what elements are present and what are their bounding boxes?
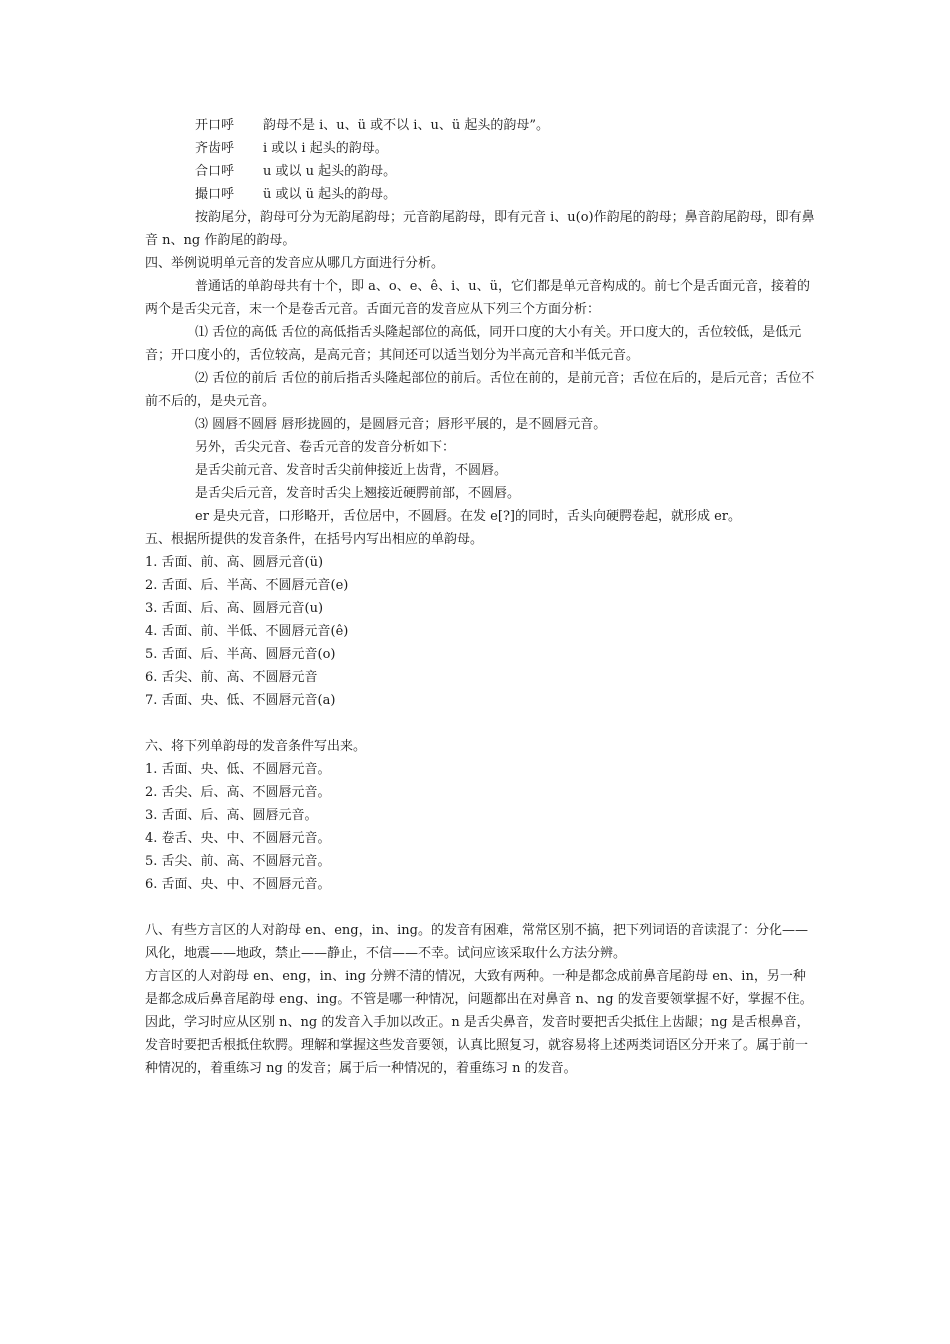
list-item: 3. 舌面、后、高、圆唇元音。	[145, 808, 318, 823]
section4-heading: 四、举例说明单元音的发音应从哪几方面进行分析。	[145, 256, 445, 271]
section4-point1: ⑴ 舌位的高低 舌位的高低指舌头隆起部位的高低，同开口度的大小有关。开口度大的，舌位较低，是低元音；开口度小的，舌位较高，是高元音；其间还可以适当划分为半高元音和半低元音。	[145, 325, 802, 363]
cuokou-text: ü 或以 ü 起头的韵母。	[263, 187, 397, 202]
section6-heading: 六、将下列单韵母的发音条件写出来。	[145, 739, 367, 754]
list-item: 4. 卷舌、央、中、不圆唇元音。	[145, 831, 331, 846]
section5-list	[145, 551, 815, 712]
qichi-label: 齐齿呼	[195, 141, 235, 156]
list-item: 2. 舌面、后、半高、不圆唇元音(e)	[145, 578, 349, 593]
list-item: 3. 舌面、后、高、圆唇元音(u)	[145, 601, 324, 616]
section8-heading: 八、有些方言区的人对韵母 en、eng，in、ing。的发音有困难，常常区别不搞，把下列词语的音读混了：分化——风化，地震——地政，禁止——静止，不信——不幸。试问应该采取什么方法分辨。	[145, 923, 808, 961]
hekou-label: 合口呼	[195, 164, 235, 179]
hekou-line	[145, 160, 815, 183]
section4-point2: ⑵ 舌位的前后 舌位的前后指舌头隆起部位的前后。舌位在前的，是前元音；舌位在后的，是后元音；舌位不前不后的，是央元音。	[145, 371, 815, 409]
list-item: 4. 舌面、前、半低、不圆唇元音(ê)	[145, 624, 349, 639]
kaikou-text: 韵母不是 i、u、ü 或不以 i、u、ü 起头的韵母”。	[263, 118, 549, 133]
hekou-text: u 或以 u 起头的韵母。	[263, 164, 397, 179]
kaikou-line	[145, 114, 815, 137]
list-item: 7. 舌面、央、低、不圆唇元音(a)	[145, 693, 336, 708]
list-item: 2. 舌尖、后、高、不圆唇元音。	[145, 785, 331, 800]
kaikou-label: 开口呼	[195, 118, 235, 133]
cuokou-line	[145, 183, 815, 206]
section8-answer: 方言区的人对韵母 en、eng，in、ing 分辨不清的情况，大致有两种。一种是都念成前鼻音尾韵母 en、in，另一种是都念成后鼻音尾韵母 eng、ing。不管是哪一种情况，问题都出在对鼻音 n、ng 的发音要领掌握不好，掌握不住。因此，学习时应从区别 n、ng 的发音入手加以改正。n 是舌尖鼻音，发音时要把舌尖抵住上齿龈；ng 是舌根鼻音，发音时要把舌根抵住软腭。理解和掌握这些发音要领，认真比照复习，就容易将上述两类词语区分开来了。属于前一种情况的，着重练习 ng 的发音；属于后一种情况的，着重练习 n 的发音。	[145, 969, 813, 1076]
list-item: 1. 舌面、前、高、圆唇元音(ü)	[145, 555, 324, 570]
list-item: 6. 舌尖、前、高、不圆唇元音	[145, 670, 318, 685]
section4-extra2: 是舌尖后元音，发音时舌尖上翘接近硬腭前部，不圆唇。	[195, 486, 521, 501]
qichi-line	[145, 137, 815, 160]
section5-heading: 五、根据所提供的发音条件，在括号内写出相应的单韵母。	[145, 532, 484, 547]
list-item: 5. 舌尖、前、高、不圆唇元音。	[145, 854, 331, 869]
section4-point3: ⑶ 圆唇不圆唇 唇形拢圆的，是圆唇元音；唇形平展的，是不圆唇元音。	[195, 417, 607, 432]
document-page	[145, 114, 815, 1080]
section6-list	[145, 758, 815, 896]
section4-extra3: er 是央元音，口形略开，舌位居中，不圆唇。在发 e[?]的同时，舌头向硬腭卷起，就形成 er。	[195, 509, 742, 524]
qichi-text: i 或以 i 起头的韵母。	[263, 141, 388, 156]
spacer	[145, 896, 815, 919]
list-item: 6. 舌面、央、中、不圆唇元音。	[145, 877, 331, 892]
section4-intro: 普通话的单韵母共有十个，即 a、o、e、ê、i、u、ü，它们都是单元音构成的。前七个是舌面元音，接着的两个是舌尖元音，末一个是卷舌元音。舌面元音的发音应从下列三个方面分析：	[145, 279, 810, 317]
cuokou-label: 撮口呼	[195, 187, 235, 202]
spacer	[145, 712, 815, 735]
section4-extra-intro: 另外，舌尖元音、卷舌元音的发音分析如下：	[195, 440, 456, 455]
list-item: 1. 舌面、央、低、不圆唇元音。	[145, 762, 331, 777]
section4-extra1: 是舌尖前元音、发音时舌尖前伸接近上齿背，不圆唇。	[195, 463, 508, 478]
yunwei-paragraph: 按韵尾分，韵母可分为无韵尾韵母；元音韵尾韵母，即有元音 i、u(o)作韵尾的韵母；鼻音韵尾韵母，即有鼻音 n、ng 作韵尾的韵母。	[145, 210, 815, 248]
list-item: 5. 舌面、后、半高、圆唇元音(o)	[145, 647, 336, 662]
